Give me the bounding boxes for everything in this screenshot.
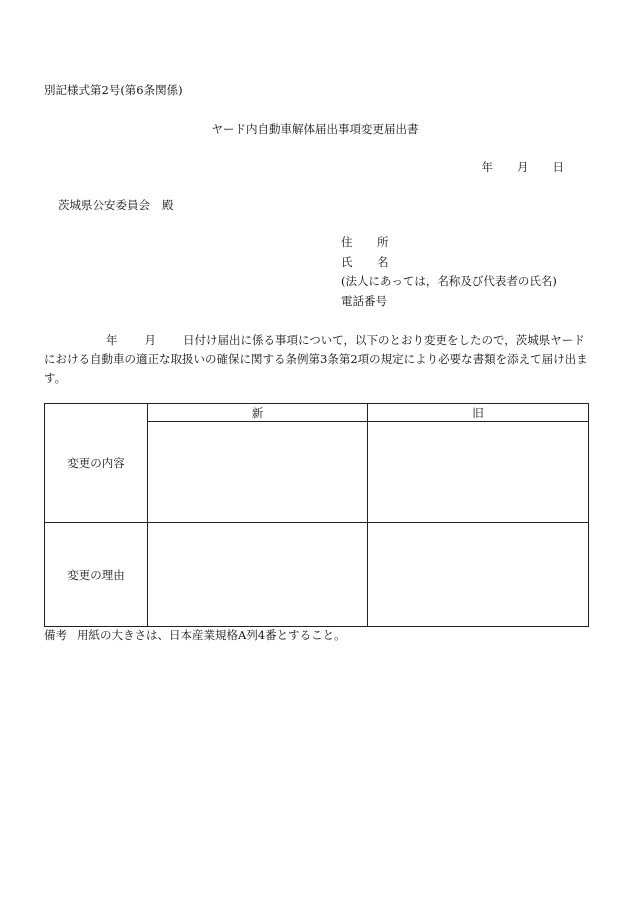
column-header-new: 新	[148, 404, 368, 422]
date-month-label: 月	[517, 160, 529, 174]
applicant-phone-label: 電話番号	[341, 294, 387, 308]
statement-year-label: 年	[106, 333, 118, 347]
statement-body: 日付け届出に係る事項について，以下のとおり変更をしたので，茨城県ヤードにおける自動車の適正な取扱いの確保に関する条例第3条第2項の規定により必要な書類を添えて届け出ます。	[44, 333, 588, 385]
addressee-name: 茨城県公安委員会	[58, 198, 150, 212]
reason-old-cell[interactable]	[368, 523, 589, 627]
addressee	[58, 200, 174, 212]
date-line	[482, 162, 565, 174]
form-number: 別記様式第2号(第6条関係)	[44, 83, 183, 97]
remark-text: 用紙の大きさは、日本産業規格A列4番とすること。	[77, 628, 346, 642]
addressee-honorific: 殿	[162, 198, 174, 212]
statement-paragraph	[44, 331, 590, 388]
content-old-cell[interactable]	[368, 422, 589, 523]
content-new-cell[interactable]	[148, 422, 368, 523]
column-header-old: 旧	[368, 404, 589, 422]
date-day-label: 日	[552, 160, 564, 174]
statement-month-label: 月	[144, 333, 156, 347]
remark-note	[44, 630, 346, 642]
page-title: ヤード内自動車解体届出事項変更届出書	[211, 122, 419, 136]
applicant-address-label: 住 所	[341, 235, 389, 249]
table-row	[45, 523, 589, 627]
row-label-content: 変更の内容	[45, 404, 148, 523]
date-year-label: 年	[481, 160, 493, 174]
applicant-name-note: (法人にあっては，名称及び代表者の氏名)	[341, 274, 557, 288]
table-header-row	[45, 404, 589, 422]
remark-label: 備考	[44, 628, 67, 642]
change-table	[44, 403, 589, 627]
applicant-name-label: 氏 名	[341, 255, 389, 269]
reason-new-cell[interactable]	[148, 523, 368, 627]
row-label-reason: 変更の理由	[45, 523, 148, 627]
